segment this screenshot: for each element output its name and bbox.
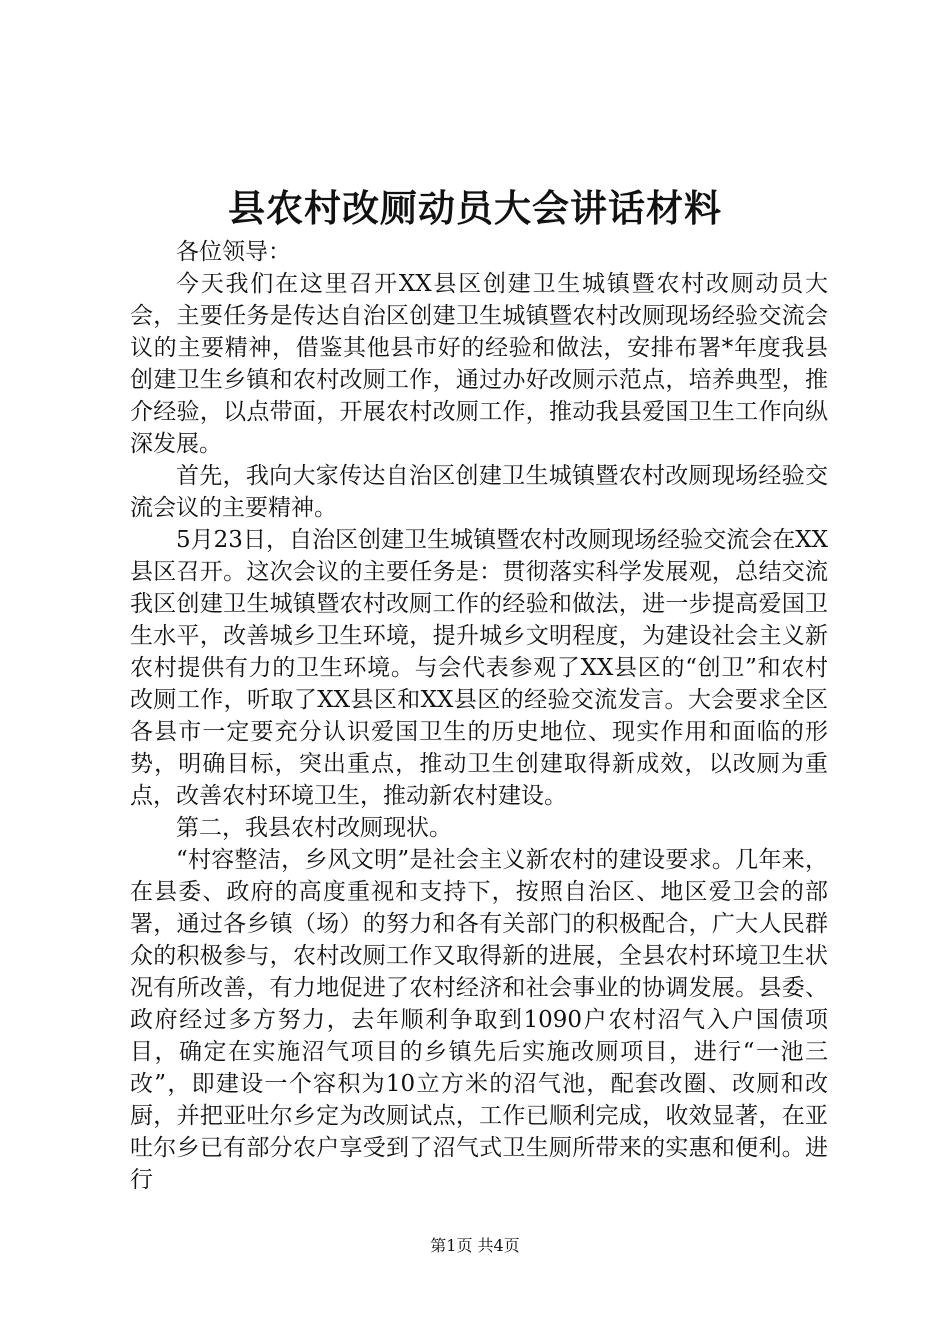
salutation: 各位领导：	[176, 239, 291, 265]
paragraph-first: 首先，我向大家传达自治区创建卫生城镇暨农村改厕现场经验交流会议的主要精神。	[130, 463, 828, 521]
paragraph-intro: 今天我们在这里召开XX县区创建卫生城镇暨农村改厕动员大会，主要任务是传达自治区创建卫生城镇暨农村改厕现场经验交流会议的主要精神，借鉴其他县市好的经验和做法，安排布署*年度我县创建卫生乡镇和农村改厕工作，通过办好改厕示范点，培养典型，推介经验，以点带面，开展农村改厕工作，推动我县爱国卫生工作向纵深发展。	[130, 271, 828, 457]
document-title: 县农村改厕动员大会讲话材料	[228, 186, 722, 230]
document-body	[130, 236, 828, 1196]
paragraph-meeting: 5月23日，自治区创建卫生城镇暨农村改厕现场经验交流会在XX县区召开。这次会议的主要任务是：贯彻落实科学发展观，总结交流我区创建卫生城镇暨农村改厕工作的经验和做法，进一步提高爱国卫生水平，改善城乡卫生环境，提升城乡文明程度，为建设社会主义新农村提供有力的卫生环境。与会代表参观了XX县区的“创卫”和农村改厕工作，听取了XX县区和XX县区的经验交流发言。大会要求全区各县市一定要充分认识爱国卫生的历史地位、现实作用和面临的形势，明确目标，突出重点，推动卫生创建取得新成效，以改厕为重点，改善农村环境卫生，推动新农村建设。	[130, 527, 828, 809]
page-footer: 第1页 共4页	[430, 1236, 520, 1255]
paragraph-status: “村容整洁，乡风文明”是社会主义新农村的建设要求。几年来，在县委、政府的高度重视和支持下，按照自治区、地区爱卫会的部署，通过各乡镇（场）的努力和各有关部门的积极配合，广大人民群众的积极参与，农村改厕工作又取得新的进展，全县农村环境卫生状况有所改善，有力地促进了农村经济和社会事业的协调发展。县委、政府经过多方努力，去年顺利争取到1090户农村沼气入户国债项目，确定在实施沼气项目的乡镇先后实施改厕项目，进行“一池三改”，即建设一个容积为10立方米的沼气池，配套改圈、改厕和改厨，并把亚吐尔乡定为改厕试点，工作已顺利完成，收效显著，在亚吐尔乡已有部分农户享受到了沼气式卫生厕所带来的实惠和便利。进行	[130, 847, 828, 1193]
paragraph-second-heading: 第二，我县农村改厕现状。	[176, 815, 452, 841]
